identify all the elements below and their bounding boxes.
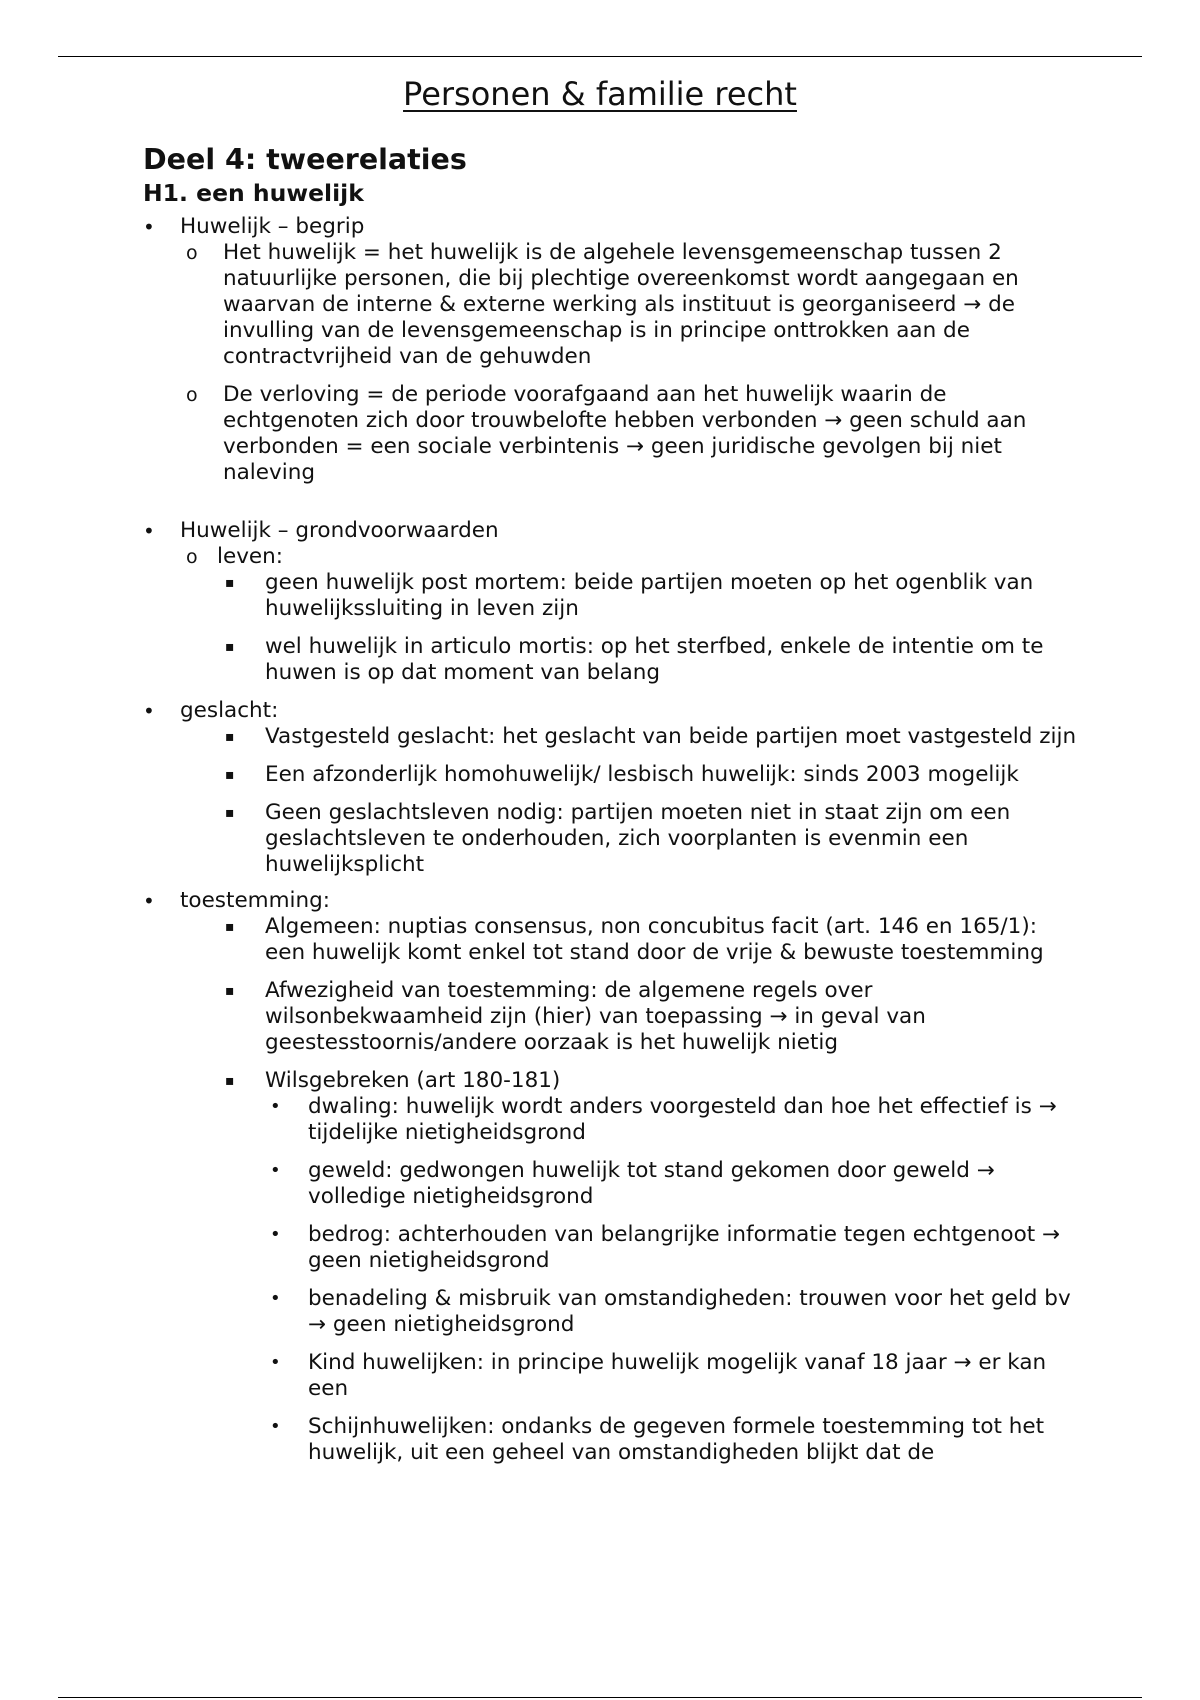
bullet-icon: • xyxy=(270,1352,281,1373)
bullet-icon: • xyxy=(270,1416,281,1437)
list-item: • geslacht: xyxy=(143,698,279,723)
document-body xyxy=(143,142,1083,1466)
square-bullet-icon: ▪ xyxy=(225,729,235,745)
circle-bullet-icon: o xyxy=(186,384,198,406)
bullet-icon: • xyxy=(270,1160,281,1181)
square-bullet-icon: ▪ xyxy=(225,1073,235,1089)
circle-bullet-icon: o xyxy=(186,546,198,568)
list-item: • benadeling & misbruik van omstandigheden: trouwen voor het geld bv → geen nietigheidsgrond xyxy=(270,1286,1071,1337)
list-item: ▪ Afwezigheid van toestemming: de algemene regels over wilsonbekwaamheid zijn (hier) van toepassing → in geval van geestesstoornis/andere oorzaak is het huwelijk nietig xyxy=(225,978,926,1055)
footer-rule xyxy=(58,1697,1142,1698)
list-item: • dwaling: huwelijk wordt anders voorgesteld dan hoe het effectief is → tijdelijke nietigheidsgrond xyxy=(270,1094,1057,1145)
square-bullet-icon: ▪ xyxy=(225,805,235,821)
bullet-icon: • xyxy=(143,699,155,723)
list-item: ▪ wel huwelijk in articulo mortis: op het sterfbed, enkele de intentie om te huwen is op dat moment van belang xyxy=(225,634,1044,685)
list-item: • geweld: gedwongen huwelijk tot stand gekomen door geweld → volledige nietigheidsgrond xyxy=(270,1158,995,1209)
list-item: ▪ Vastgesteld geslacht: het geslacht van beide partijen moet vastgesteld zijn xyxy=(225,724,1077,749)
square-bullet-icon: ▪ xyxy=(225,767,235,783)
list-item: • Huwelijk – grondvoorwaarden xyxy=(143,518,499,543)
bullet-icon: • xyxy=(270,1224,281,1245)
square-bullet-icon: ▪ xyxy=(225,639,235,655)
section-heading: Deel 4: tweerelaties xyxy=(143,143,467,176)
bullet-icon: • xyxy=(270,1096,281,1117)
list-item: • toestemming: xyxy=(143,888,331,913)
square-bullet-icon: ▪ xyxy=(225,919,235,935)
list-item: ▪ Algemeen: nuptias consensus, non concubitus facit (art. 146 en 165/1): een huwelijk komt enkel tot stand door de vrije & bewuste toestemming xyxy=(225,914,1044,965)
square-bullet-icon: ▪ xyxy=(225,983,235,999)
list-item: o leven: xyxy=(186,544,284,569)
document-title: Personen & familie recht xyxy=(403,75,797,113)
circle-bullet-icon: o xyxy=(186,242,198,264)
bullet-icon: • xyxy=(143,215,155,239)
list-item: ▪ geen huwelijk post mortem: beide partijen moeten op het ogenblik van huwelijkssluiting in leven zijn xyxy=(225,570,1034,621)
list-item: • Schijnhuwelijken: ondanks de gegeven formele toestemming tot het huwelijk, uit een geheel van omstandigheden blijkt dat de xyxy=(270,1414,1045,1465)
list-item: • Huwelijk – begrip xyxy=(143,214,365,239)
list-item: o Het huwelijk = het huwelijk is de algehele levensgemeenschap tussen 2 natuurlijke personen, die bij plechtige overeenkomst wordt aangegaan en waarvan de interne & externe werking als instituut is georganiseerd → de invulling van de levensgemeenschap is in principe onttrokken aan de contractvrijheid van de gehuwden xyxy=(186,240,1019,369)
list-item: ▪ Geen geslachtsleven nodig: partijen moeten niet in staat zijn om een geslachtsleven te onderhouden, zich voorplanten is evenmin een huwelijksplicht xyxy=(225,800,1011,877)
bullet-icon: • xyxy=(143,889,155,913)
list-item: • Kind huwelijken: in principe huwelijk mogelijk vanaf 18 jaar → er kan een xyxy=(270,1350,1047,1401)
bullet-icon: • xyxy=(143,519,155,543)
chapter-heading: H1. een huwelijk xyxy=(143,179,364,207)
list-item: • bedrog: achterhouden van belangrijke informatie tegen echtgenoot → geen nietigheidsgrond xyxy=(270,1222,1060,1273)
list-item: ▪ Een afzonderlijk homohuwelijk/ lesbisch huwelijk: sinds 2003 mogelijk xyxy=(225,762,1019,787)
bullet-icon: • xyxy=(270,1288,281,1309)
list-item: o De verloving = de periode voorafgaand aan het huwelijk waarin de echtgenoten zich door trouwbelofte hebben verbonden → geen schuld aan verbonden = een sociale verbintenis → geen juridische gevolgen bij niet naleving xyxy=(186,382,1027,485)
header-rule xyxy=(58,56,1142,57)
list-item: ▪ Wilsgebreken (art 180-181) xyxy=(225,1068,561,1093)
square-bullet-icon: ▪ xyxy=(225,575,235,591)
